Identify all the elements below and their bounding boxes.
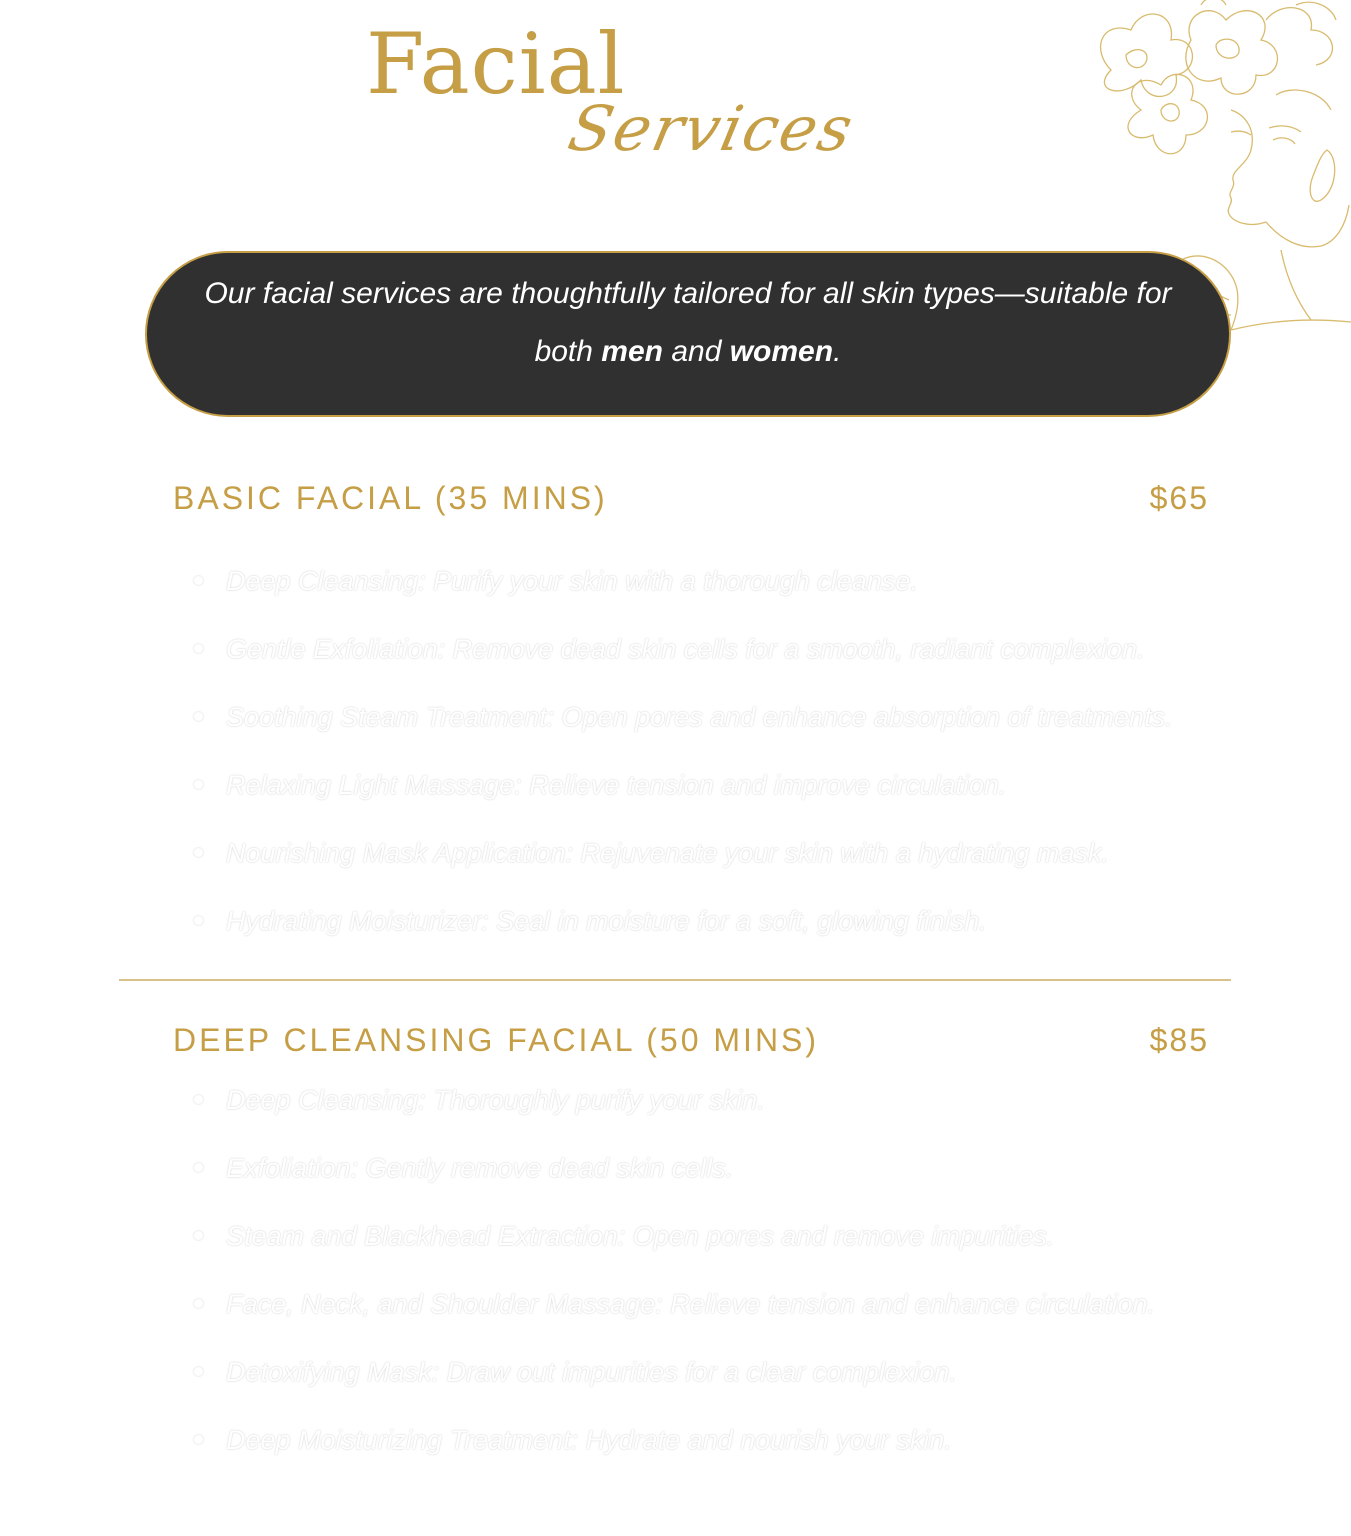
bullet-icon [194,916,203,925]
banner-text-before: Our facial services are thoughtfully tailored for all skin types—suitable for both [204,277,1172,368]
list-item [190,836,1173,904]
bullet-icon [194,1435,203,1444]
page-subtitle: Services [562,92,861,165]
section-divider [119,979,1231,981]
list-item-text: Steam and Blackhead Extraction: Open pores and remove impurities. [226,1221,1055,1251]
list-item-text: Deep Cleansing: Purify your skin with a thorough cleanse. [226,566,918,596]
service-title-basic-facial: BASIC FACIAL (35 MINS) [173,480,608,516]
list-item-text: Deep Cleansing: Thoroughly purify your skin. [226,1085,765,1115]
bullet-icon [194,848,203,857]
bullet-icon [194,644,203,653]
list-item [190,632,1173,700]
list-item [190,1423,1155,1491]
bullet-icon [194,1095,203,1104]
bullet-icon [194,576,203,585]
bullet-icon [194,780,203,789]
bullet-icon [194,712,203,721]
service-items-deep-cleansing-facial [190,1083,1155,1491]
service-items-basic-facial [190,564,1173,972]
list-item [190,1287,1155,1355]
list-item [190,1151,1155,1219]
page-title: Facial [366,15,626,113]
service-price-deep-cleansing-facial: $85 [1149,1022,1209,1058]
list-item-text: Relaxing Light Massage: Relieve tension and improve circulation. [226,770,1007,800]
bullet-icon [194,1367,203,1376]
list-item [190,564,1173,632]
service-title-deep-cleansing-facial: DEEP CLEANSING FACIAL (50 MINS) [173,1022,820,1058]
list-item-text: Soothing Steam Treatment: Open pores and enhance absorption of treatments. [226,702,1173,732]
list-item-text: Face, Neck, and Shoulder Massage: Relieve tension and enhance circulation. [226,1289,1156,1319]
list-item [190,1355,1155,1423]
banner-text-middle: and [662,335,730,368]
banner-bold-men: men [601,335,663,368]
list-item [190,768,1173,836]
bullet-icon [194,1163,203,1172]
list-item-text: Deep Moisturizing Treatment: Hydrate and nourish your skin. [226,1425,952,1455]
list-item-text: Gentle Exfoliation: Remove dead skin cells for a smooth, radiant complexion. [226,634,1145,664]
bullet-icon [194,1231,203,1240]
intro-banner [145,251,1231,417]
bullet-icon [194,1299,203,1308]
list-item [190,1083,1155,1151]
banner-text-after: . [833,335,842,368]
banner-bold-women: women [729,335,834,368]
list-item-text: Exfoliation: Gently remove dead skin cells. [226,1153,734,1183]
list-item [190,700,1173,768]
list-item-text: Detoxifying Mask: Draw out impurities for a clear complexion. [226,1357,957,1387]
service-price-basic-facial: $65 [1149,480,1209,516]
list-item-text: Nourishing Mask Application: Rejuvenate your skin with a hydrating mask. [226,838,1109,868]
list-item-text: Hydrating Moisturizer: Seal in moisture for a soft, glowing finish. [226,906,987,936]
list-item [190,1219,1155,1287]
list-item [190,904,1173,972]
